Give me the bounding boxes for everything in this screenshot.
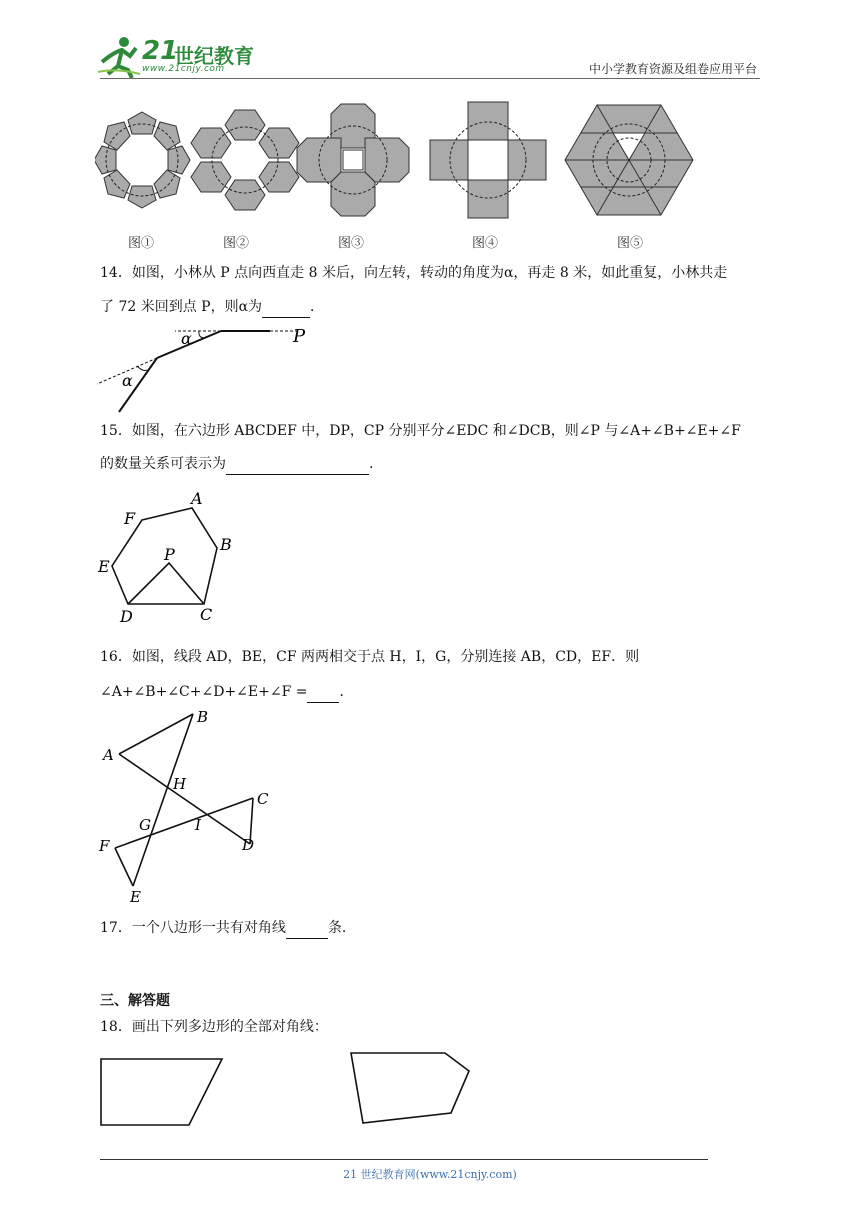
vertex-c-label: C <box>200 605 213 624</box>
logo-text: 世纪教育 <box>174 44 254 68</box>
question-16-figure <box>95 706 285 906</box>
question-15-line-2 <box>100 454 383 475</box>
vertex-b-label: B <box>220 535 232 554</box>
question-18: 18．画出下列多边形的全部对角线： <box>100 1019 328 1035</box>
point-i-label: I <box>195 816 201 834</box>
section-title: 三、解答题 <box>100 993 170 1009</box>
footer-text: 21 世纪教育网(www.21cnjy.com) <box>343 1168 517 1181</box>
vertex-e-label: E <box>98 557 110 576</box>
vertex-f-label: F <box>124 509 136 528</box>
answer-blank-14[interactable] <box>262 297 310 318</box>
question-17-text: 17．一个八边形一共有对角线 <box>100 920 286 936</box>
logo-number: 21 <box>142 36 179 66</box>
figure-3-octagon-square <box>297 104 409 216</box>
question-18-figures <box>95 1045 485 1135</box>
point-a-label: A <box>103 746 114 764</box>
figure-label-5: 图⑤ <box>617 236 644 251</box>
question-17-end: 条． <box>327 920 356 936</box>
header-platform-text: 中小学教育资源及组卷应用平台 <box>588 62 757 76</box>
alpha-label-top: α <box>181 329 192 348</box>
figure-5-triangle-hexagon <box>565 105 693 215</box>
vertex-a-label: A <box>191 489 203 508</box>
question-16-text: ∠A+∠B+∠C+∠D+∠E+∠F = <box>100 684 308 700</box>
point-e-label: E <box>130 888 141 906</box>
point-p-label: P <box>164 545 175 564</box>
figure-label-4: 图④ <box>472 236 499 251</box>
answer-blank-15[interactable] <box>226 454 369 475</box>
question-14-figure <box>95 322 325 414</box>
point-f-label: F <box>99 837 110 855</box>
pentagon-shape[interactable] <box>351 1053 469 1123</box>
figure-label-2: 图② <box>223 236 250 251</box>
question-15-text: 的数量关系可表示为 <box>100 456 226 472</box>
question-15-end: ． <box>369 456 383 472</box>
point-p-label: P <box>293 326 306 347</box>
quadrilateral-shape[interactable] <box>101 1059 222 1125</box>
answer-blank-17[interactable] <box>286 918 328 939</box>
tiling-figures <box>95 100 705 225</box>
figure-label-3: 图③ <box>338 236 365 251</box>
logo-url: www.21cnjy.com <box>142 64 225 74</box>
question-14-text: 了 72 米回到点 P，则α为 <box>100 299 263 315</box>
header-divider <box>100 78 760 79</box>
runner-icon <box>96 34 142 78</box>
question-14-line-2 <box>100 297 324 318</box>
question-14-end: ． <box>310 299 325 315</box>
point-g-label: G <box>139 816 151 834</box>
point-c-label: C <box>257 790 269 808</box>
figure-label-1: 图① <box>128 236 155 251</box>
answer-blank-16[interactable] <box>307 682 339 703</box>
vertex-d-label: D <box>120 607 133 626</box>
question-16-line-2 <box>100 682 353 703</box>
point-d-label: D <box>242 836 255 854</box>
question-15-hexagon-figure <box>92 486 252 628</box>
question-14-line-1: 14．如图，小林从 P 点向西直走 8 米后，向左转，转动的角度为α，再走 8 米，如此重复，小林共走 <box>100 265 728 281</box>
figure-1-pentagon-ring <box>95 112 190 208</box>
question-15-line-1: 15．如图，在六边形 ABCDEF 中，DP，CP 分别平分∠EDC 和∠DCB，则∠P 与∠A+∠B+∠E+∠F <box>100 423 741 439</box>
site-logo <box>96 34 266 78</box>
question-16-line-1: 16．如图，线段 AD，BE，CF 两两相交于点 H，I，G，分别连接 AB，CD，EF．则 <box>100 649 640 665</box>
point-h-label: H <box>173 775 187 793</box>
point-b-label: B <box>197 708 209 726</box>
question-16-end: ． <box>339 684 354 700</box>
alpha-label-bottom: α <box>122 371 133 390</box>
figure-4-square-cross <box>430 102 546 218</box>
footer-divider <box>100 1159 708 1160</box>
figure-2-hexagon-ring <box>191 110 299 210</box>
question-17 <box>100 918 356 939</box>
